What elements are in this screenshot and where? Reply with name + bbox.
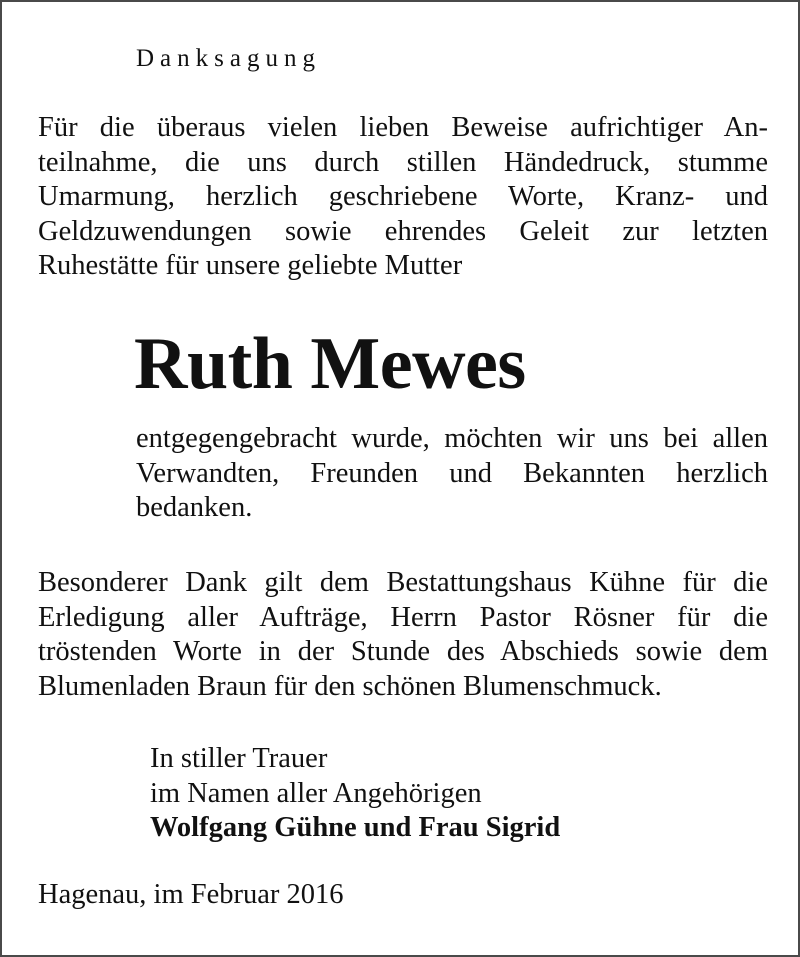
continuation-line: Verwandten, Freunden und Bekannten herzlich xyxy=(136,457,768,489)
intro-paragraph xyxy=(38,111,768,284)
intro-line: Ruhestätte für unsere geliebte Mutter xyxy=(38,250,463,281)
closing-line: im Namen aller Angehörigen xyxy=(150,777,482,809)
thanks-line: Erledigung aller Aufträge, Herrn Pastor Rösner für die xyxy=(38,601,768,633)
intro-line: Für die überaus vielen lieben Beweise aufrichtiger An- xyxy=(38,112,768,143)
intro-line: teilnahme, die uns durch stillen Händedruck, stumme xyxy=(38,146,768,178)
deceased-name: Ruth Mewes xyxy=(134,323,526,405)
notice-heading: Danksagung xyxy=(136,45,321,72)
special-thanks-paragraph xyxy=(38,566,768,704)
continuation-paragraph xyxy=(136,422,768,526)
thanks-line: tröstenden Worte in der Stunde des Abschieds sowie dem xyxy=(38,636,768,667)
signatories: Wolfgang Gühne und Frau Sigrid xyxy=(150,812,561,843)
intro-line: Geldzuwendungen sowie ehrendes Geleit zur letzten xyxy=(38,215,768,247)
intro-line: Umarmung, herzlich geschriebene Worte, Kranz- und xyxy=(38,181,768,212)
continuation-line: entgegengebracht wurde, möchten wir uns bei allen xyxy=(136,423,768,454)
place-date xyxy=(38,878,638,913)
closing-block xyxy=(150,742,710,846)
place-date-line: Hagenau, im Februar 2016 xyxy=(38,879,344,910)
thanks-line: Blumenladen Braun für den schönen Blumenschmuck. xyxy=(38,670,662,702)
closing-line: In stiller Trauer xyxy=(150,743,328,774)
thanks-line: Besonderer Dank gilt dem Bestattungshaus Kühne für die xyxy=(38,567,768,598)
continuation-line: bedanken. xyxy=(136,492,253,523)
